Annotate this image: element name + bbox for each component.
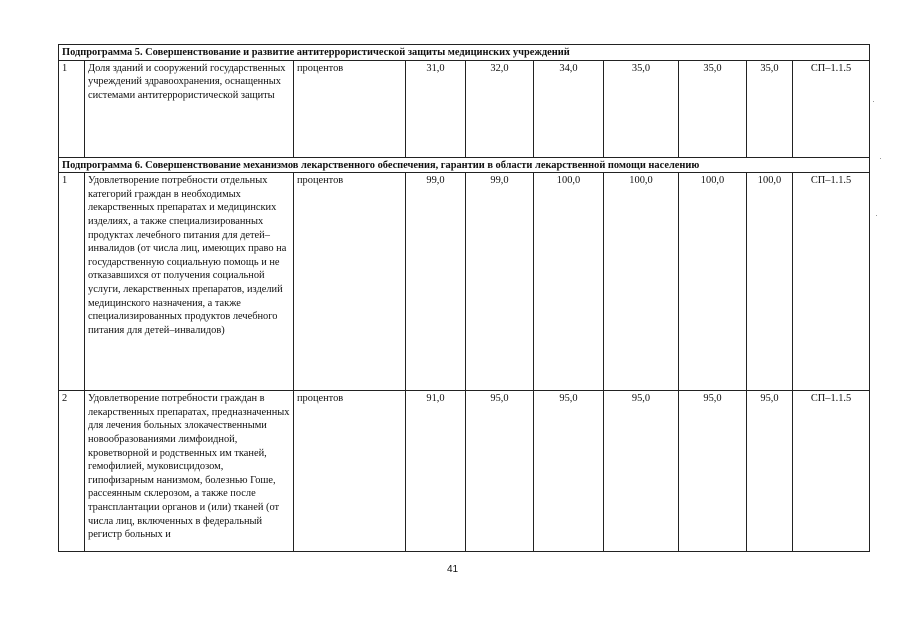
code-cell: СП–1.1.5 — [793, 60, 870, 157]
value-cell: 32,0 — [466, 60, 534, 157]
indicator-cell: Удовлетворение потребности отдельных категорий граждан в необходимых лекарственных препаратах и медицинских изделиях, а также специализированных продуктах лечебного питания для детей–инвалидов (от числа лиц, имеющих право на государственную социальную помощь и не отказавшихся от получения социальной услуги, лекарственных препаратов, изделий медицинского назначения, а также специализированных продуктов лечебного питания для детей–инвалидов) — [85, 173, 294, 391]
section-title: Подпрограмма 6. Совершенствование механизмов лекарственного обеспечения, гарантии в области лекарственной помощи населению — [59, 157, 870, 173]
table-row — [59, 173, 870, 391]
scan-speck — [880, 158, 881, 159]
table-row — [59, 391, 870, 552]
code-cell: СП–1.1.5 — [793, 391, 870, 552]
value-cell: 99,0 — [406, 173, 466, 391]
row-number: 2 — [59, 391, 85, 552]
value-cell: 95,0 — [466, 391, 534, 552]
unit-cell: процентов — [294, 173, 406, 391]
section-title: Подпрограмма 5. Совершенствование и развитие антитеррористической защиты медицинских учреждений — [59, 45, 870, 61]
value-cell: 95,0 — [534, 391, 604, 552]
section-header-row — [59, 45, 870, 61]
value-cell: 100,0 — [534, 173, 604, 391]
unit-cell: процентов — [294, 391, 406, 552]
value-cell: 35,0 — [747, 60, 793, 157]
row-number: 1 — [59, 173, 85, 391]
value-cell: 95,0 — [747, 391, 793, 552]
value-cell: 35,0 — [604, 60, 679, 157]
value-cell: 91,0 — [406, 391, 466, 552]
page-number: 41 — [446, 564, 459, 575]
scan-speck — [876, 215, 877, 216]
row-number: 1 — [59, 60, 85, 157]
table-row — [59, 60, 870, 157]
value-cell: 35,0 — [679, 60, 747, 157]
value-cell: 95,0 — [604, 391, 679, 552]
value-cell: 100,0 — [604, 173, 679, 391]
value-cell: 34,0 — [534, 60, 604, 157]
indicator-cell: Удовлетворение потребности граждан в лекарственных препаратах, предназначенных для лечения больных злокачественными новообразованиями лимфоидной, кроветворной и родственных им тканей, гемофилией, муковисцидозом, гипофизарным нанизмом, болезнью Гоше, рассеянным склерозом, а также после трансплантации органов и (или) тканей (от числа лиц, включенных в федеральный регистр больных и — [85, 391, 294, 552]
value-cell: 95,0 — [679, 391, 747, 552]
value-cell: 99,0 — [466, 173, 534, 391]
value-cell: 100,0 — [679, 173, 747, 391]
scan-speck — [873, 101, 874, 102]
unit-cell: процентов — [294, 60, 406, 157]
value-cell: 100,0 — [747, 173, 793, 391]
indicators-table — [58, 44, 870, 552]
indicator-cell: Доля зданий и сооружений государственных учреждений здравоохранения, оснащенных системами антитеррористической защиты — [85, 60, 294, 157]
section-header-row — [59, 157, 870, 173]
code-cell: СП–1.1.5 — [793, 173, 870, 391]
value-cell: 31,0 — [406, 60, 466, 157]
